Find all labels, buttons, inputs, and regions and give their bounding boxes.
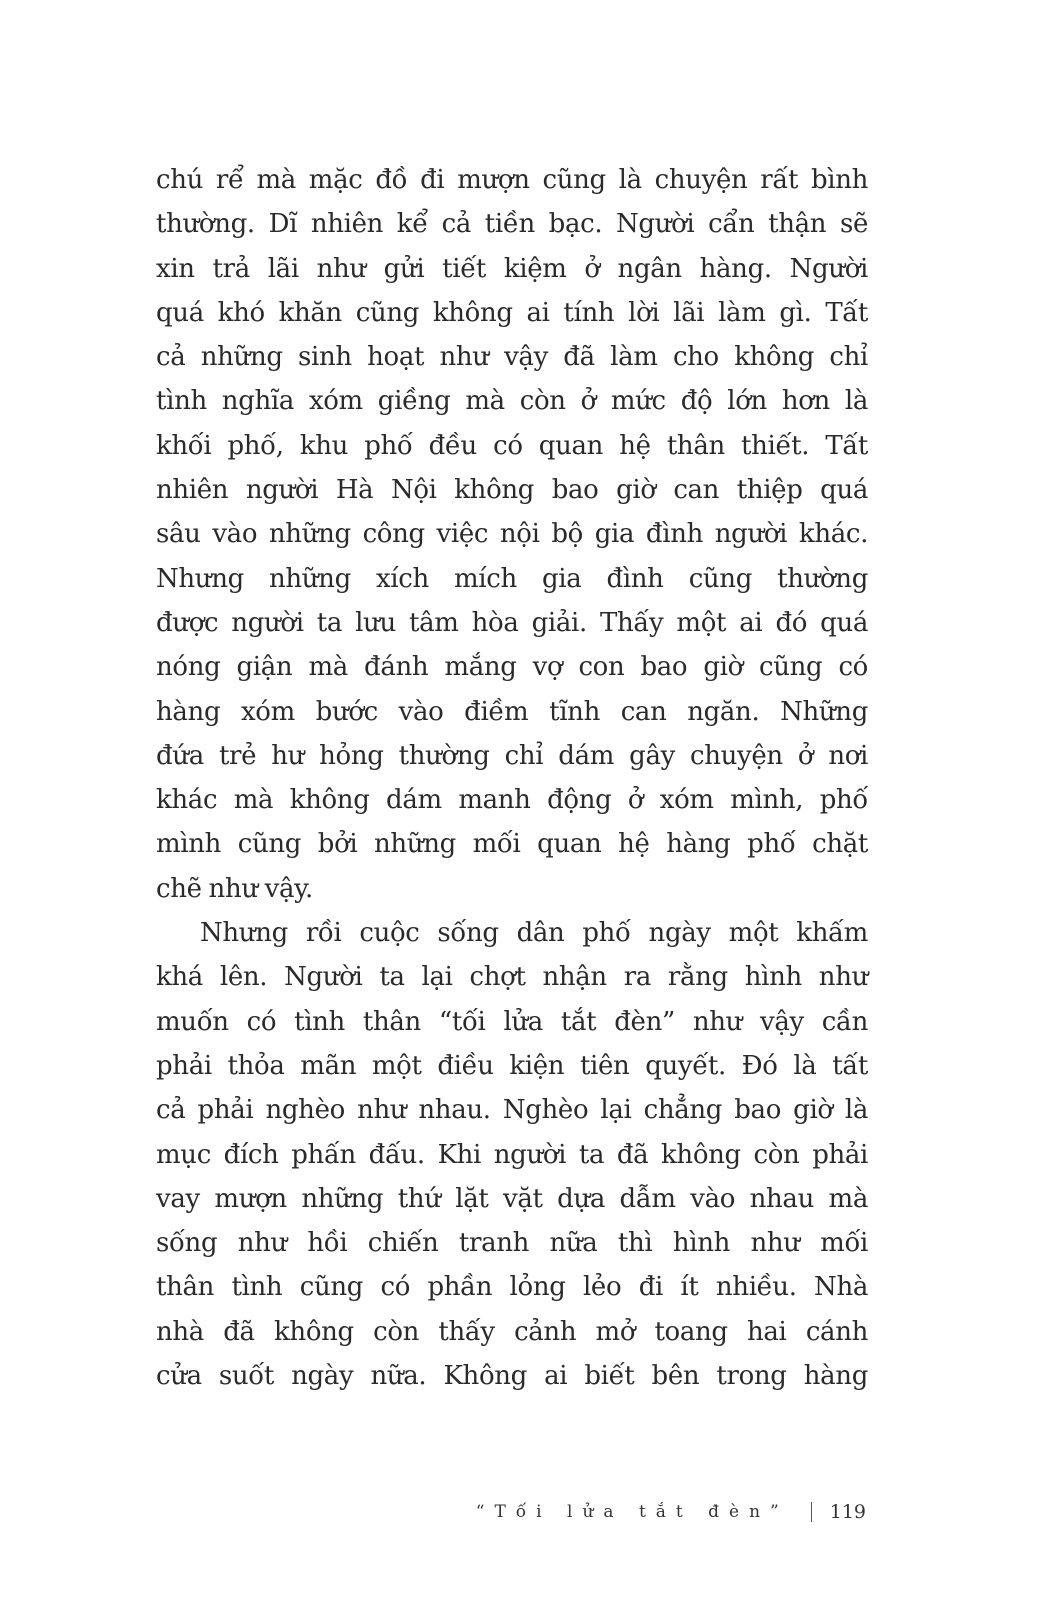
text-line: khác mà không dám manh động ở xóm mình, phố [156, 785, 868, 816]
text-line: mình cũng bởi những mối quan hệ hàng phố chặt [156, 829, 868, 860]
text-line: hàng xóm bước vào điềm tĩnh can ngăn. Những [156, 696, 868, 727]
text-line: khối phố, khu phố đều có quan hệ thân thiết. Tất [156, 430, 868, 461]
page-number: 119 [829, 1501, 866, 1523]
text-line: cả phải nghèo như nhau. Nghèo lại chẳng bao giờ là [156, 1095, 868, 1126]
text-line: nhà đã không còn thấy cảnh mở toang hai cánh [156, 1316, 868, 1347]
text-line: cửa suốt ngày nữa. Không ai biết bên trong hàng [156, 1361, 868, 1392]
text-line: cả những sinh hoạt như vậy đã làm cho không chỉ [156, 342, 868, 373]
text-line: chẽ như vậy. [156, 873, 313, 904]
text-line: Nhưng rồi cuộc sống dân phố ngày một khấm [200, 918, 868, 949]
text-line: khá lên. Người ta lại chợt nhận ra rằng hình như [156, 962, 868, 993]
text-line: nóng giận mà đánh mắng vợ con bao giờ cũng có [156, 652, 868, 683]
text-line: vay mượn những thứ lặt vặt dựa dẫm vào nhau mà [156, 1183, 868, 1214]
paragraph [156, 911, 868, 1398]
text-line: thường. Dĩ nhiên kể cả tiền bạc. Người cẩn thận sẽ [156, 209, 868, 240]
text-line: được người ta lưu tâm hòa giải. Thấy một ai đó quá [156, 607, 868, 638]
body-text [156, 158, 868, 1398]
text-line: thân tình cũng có phần lỏng lẻo đi ít nhiều. Nhà [156, 1272, 868, 1303]
page-footer [476, 1494, 866, 1530]
text-line: tình nghĩa xóm giềng mà còn ở mức độ lớn hơn là [156, 386, 868, 417]
text-line: đứa trẻ hư hỏng thường chỉ dám gây chuyện ở nơi [156, 740, 868, 771]
text-line: sống như hồi chiến tranh nữa thì hình như mối [156, 1228, 868, 1259]
text-line: xin trả lãi như gửi tiết kiệm ở ngân hàng. Người [156, 253, 868, 284]
text-line: phải thỏa mãn một điều kiện tiên quyết. Đó là tất [156, 1050, 868, 1081]
text-line: chú rể mà mặc đồ đi mượn cũng là chuyện rất bình [156, 165, 868, 195]
paragraph [156, 158, 868, 911]
text-line: sâu vào những công việc nội bộ gia đình người khác. [156, 519, 868, 550]
text-line: quá khó khăn cũng không ai tính lời lãi làm gì. Tất [156, 297, 868, 328]
running-title: “Tối lửa tắt đèn” [475, 1502, 789, 1522]
text-line: nhiên người Hà Nội không bao giờ can thiệp quá [156, 475, 868, 506]
text-line: muốn có tình thân “tối lửa tắt đèn” như vậy cần [156, 1006, 868, 1037]
text-line: Nhưng những xích mích gia đình cũng thường [156, 563, 868, 594]
footer-divider [811, 1502, 812, 1522]
text-line: mục đích phấn đấu. Khi người ta đã không còn phải [156, 1139, 868, 1170]
